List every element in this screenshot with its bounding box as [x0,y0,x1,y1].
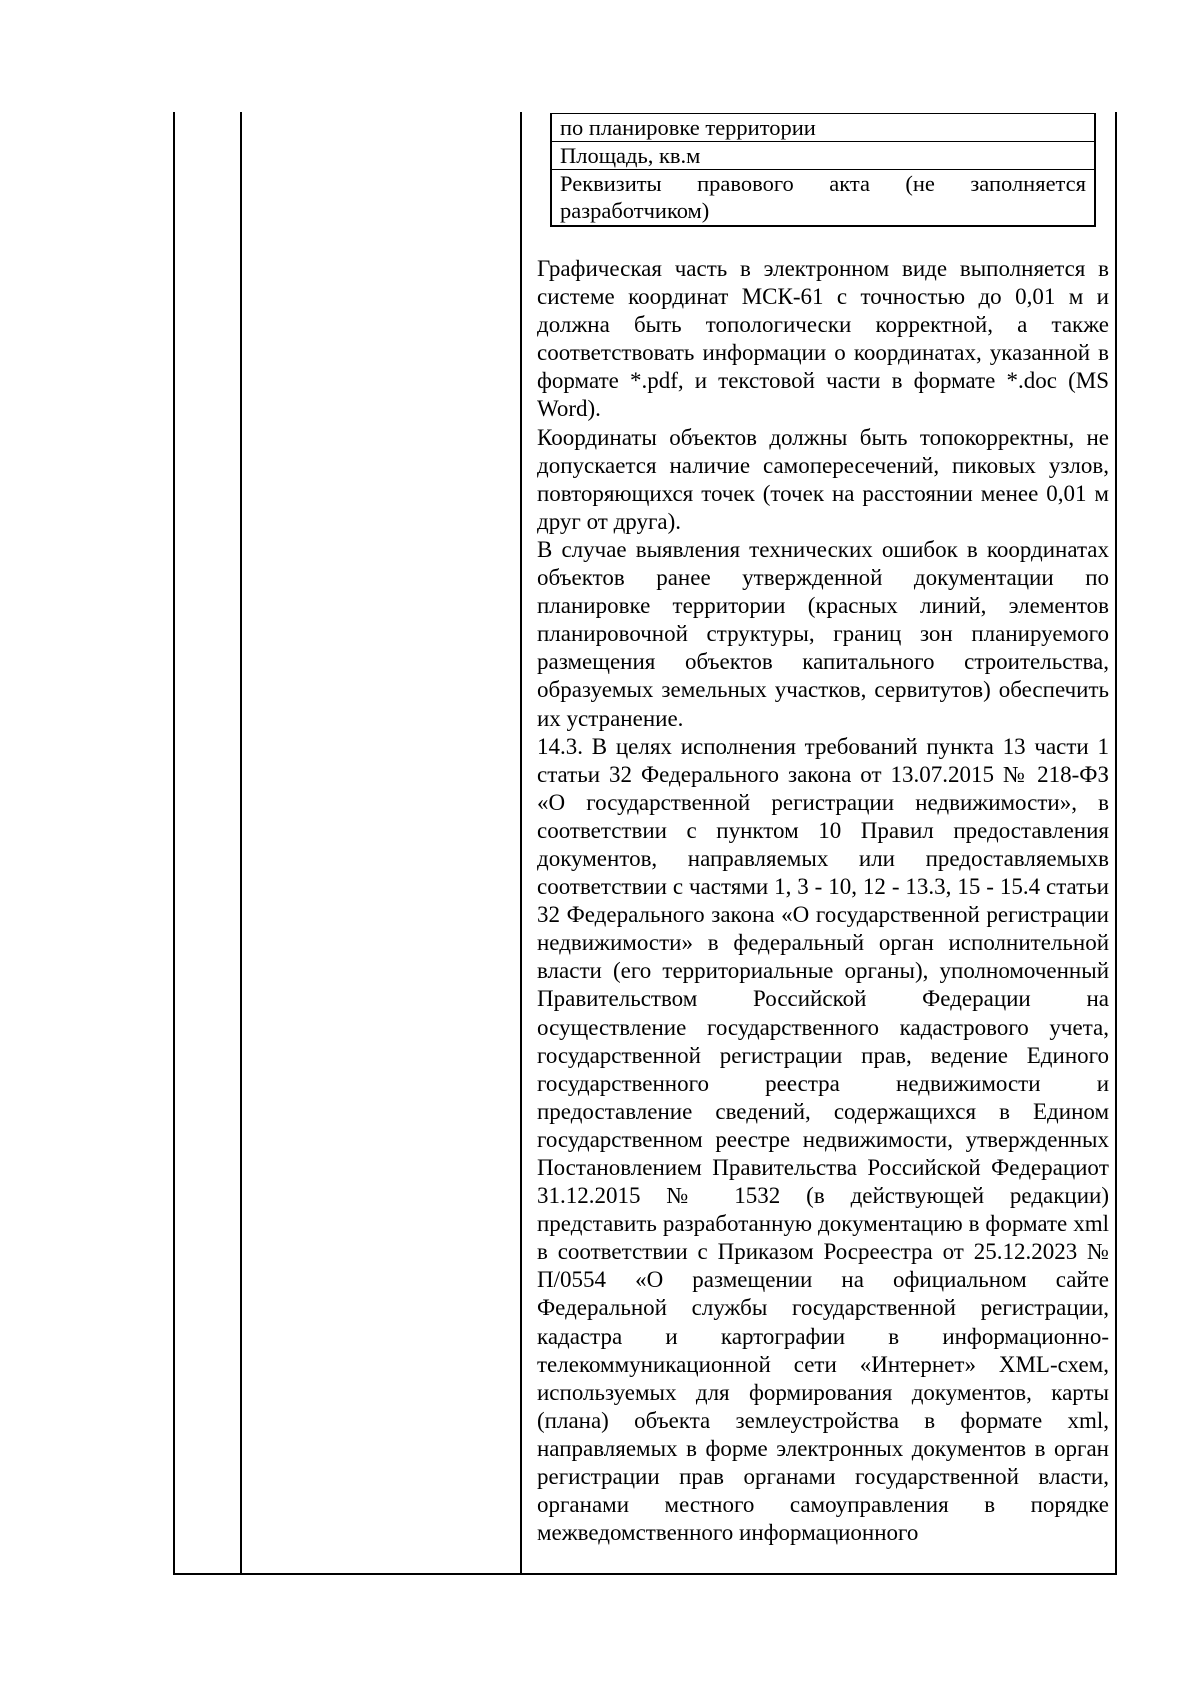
inner-table-row [551,142,1095,170]
inner-table-row [551,170,1095,227]
inner-table-cell: Площадь, кв.м [551,142,1095,170]
inner-table-row [551,114,1095,142]
paragraph-14-3: 14.3. В целях исполнения требований пункта 13 части 1 статьи 32 Федерального закона от 13.07.2015 № 218-ФЗ «О государственной регистрации недвижимости», в соответствии с пунктом 10 Правил предоставления документов, направляемых или предоставляемыхв соответствии с частями 1, 3 - 10, 12 - 13.3, 15 - 15.4 статьи 32 Федерального закона «О государственной регистрации недвижимости» в федеральный орган исполнительной власти (его территориальные органы), уполномоченный Правительством Российской Федерации на осуществление государственного кадастрового учета, государственной регистрации прав, ведение Единого государственного реестра недвижимости и предоставление сведений, содержащихся в Едином государственном реестре недвижимости, утвержденных Постановлением Правительства Российской Федерациoт 31.12.2015 № 1532 (в действующей редакции) представить разработанную документацию в формате xml в соответствии с Приказом Росреестра от 25.12.2023 № П/0554 «О размещении на официальном сайте Федеральной службы государственной регистрации, кадастра и картографии в информационно-телекоммуникационной сети «Интернет» XML-схем, используемых для формирования документов, карты (плана) объекта землеустройства в формате xml, направляемых в форме электронных документов в орган регистрации прав органами государственной власти, органами местного самоуправления в порядке межведомственного информационного [537,733,1109,1546]
table-border-right [1115,112,1117,1575]
inner-table-cell: по планировке территории [551,114,1095,142]
inner-table-cell: Реквизиты правового акта (не заполняется разработчиком) [551,170,1095,227]
paragraph-graphic-part: Графическая часть в электронном виде выполняется в системе координат МСК-61 с точностью до 0,01 м и должна быть топологически корректной, а также соответствовать информации о координатах, указанной в формате *.pdf, и текстовой части в формате *.doc (MS Word). [537,256,1109,422]
inner-table [550,113,1096,227]
text-column [537,255,1109,1547]
paragraph-coordinates: Координаты объектов должны быть топокорректны, не допускается наличие самопересечений, пиковых узлов, повторяющихся точек (точек на расстоянии менее 0,01 м друг от друга). [537,424,1109,534]
table-border-bottom [173,1573,1117,1575]
table-border-col2 [520,112,522,1575]
table-border-left [173,112,175,1575]
paragraph-technical-errors: В случае выявления технических ошибок в координатах объектов ранее утвержденной документации по планировке территории (красных линий, элементов планировочной структуры, границ зон планируемого размещения объектов капитального строительства, образуемых земельных участков, сервитутов) обеспечить их устранение. [537,536,1109,731]
table-border-col1 [240,112,242,1575]
